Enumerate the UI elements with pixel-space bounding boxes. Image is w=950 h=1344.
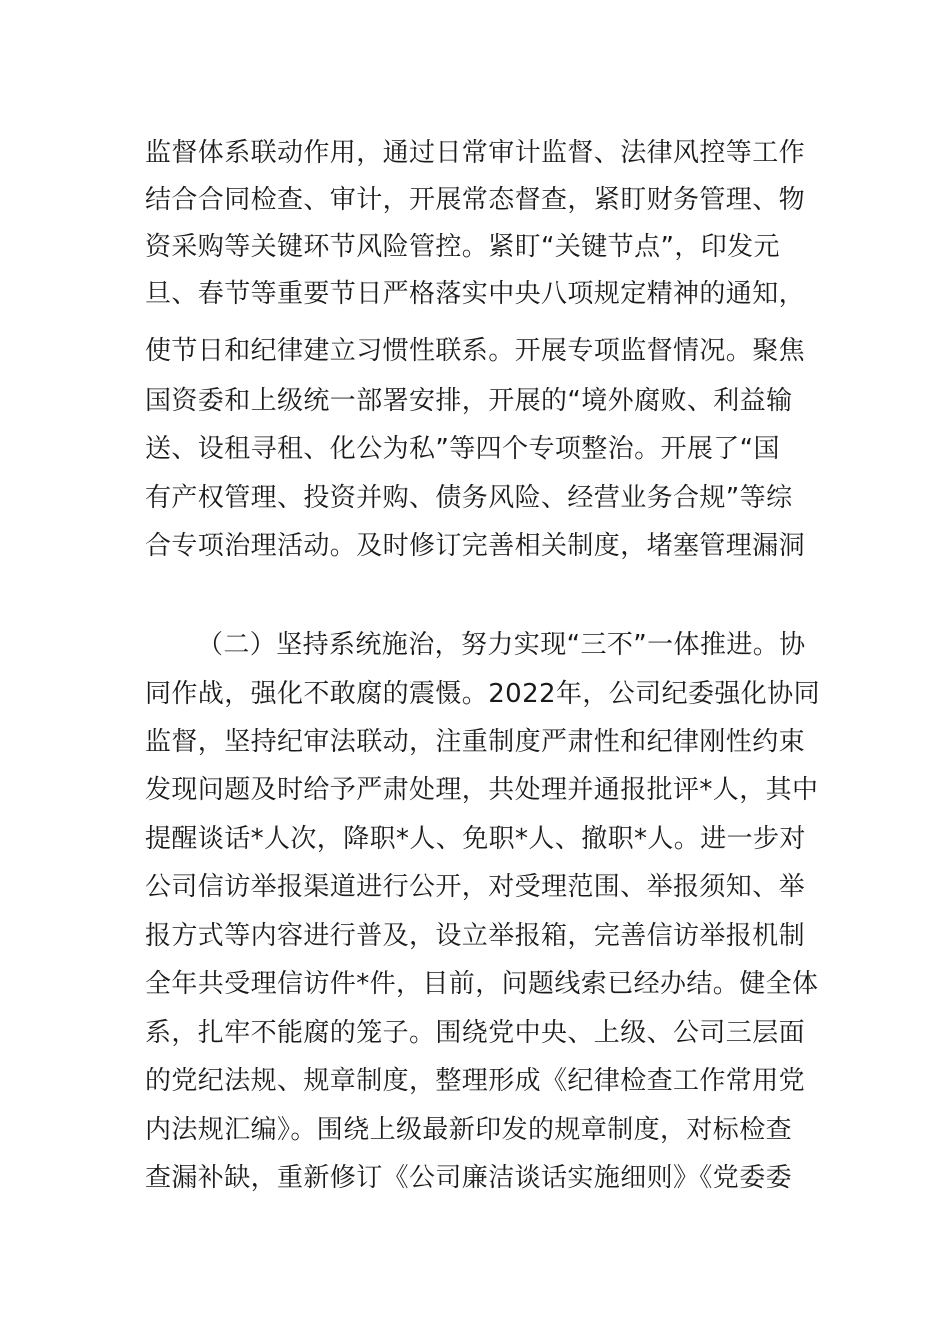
text-line: 资采购等关键环节风险管控。紧盯“关键节点”，印发元 [145,232,780,262]
text-line: 有产权管理、投资并购、债务风险、经营业务合规”等综 [145,483,793,513]
text-line: 使节日和纪律建立习惯性联系。开展专项监督情况。聚焦 [145,336,806,366]
text-line: 送、设租寻租、化公为私”等四个专项整治。开展了“国 [145,434,780,464]
section-heading-line: （二）坚持系统施治，努力实现“三不”一体推进。协 [197,630,806,660]
text-line: 提醒谈话*人次，降职*人、免职*人、撤职*人。进一步对 [145,824,806,854]
text-line: 旦、春节等重要节日严格落实中央八项规定精神的通知， [145,279,806,309]
text-line: 结合合同检查、审计，开展常态督查，紧盯财务管理、物 [145,185,806,215]
text-line: 国资委和上级统一部署安排，开展的“境外腐败、利益输 [145,386,793,416]
text-line: 同作战，强化不敢腐的震慑。2022年，公司纪委强化协同 [145,679,820,709]
text-line: 报方式等内容进行普及，设立举报箱，完善信访举报机制 [145,921,806,951]
text-line: 监督体系联动作用，通过日常审计监督、法律风控等工作 [145,138,806,168]
text-line: 全年共受理信访件*件，目前，问题线索已经办结。健全体 [145,969,819,999]
text-line: 内法规汇编》。围绕上级最新印发的规章制度，对标检查 [145,1115,793,1145]
text-line: 的党纪法规、规章制度，整理形成《纪律检查工作常用党 [145,1066,806,1096]
text-line: 监督，坚持纪审法联动，注重制度严肃性和纪律刚性约束 [145,727,806,757]
text-line: 系，扎牢不能腐的笼子。围绕党中央、上级、公司三层面 [145,1018,806,1048]
text-line: 查漏补缺，重新修订《公司廉洁谈话实施细则》《党委委 [145,1163,793,1193]
text-line: 公司信访举报渠道进行公开，对受理范围、举报须知、举 [145,872,806,902]
text-line: 合专项治理活动。及时修订完善相关制度，堵塞管理漏洞 [145,531,806,561]
text-line: 发现问题及时给予严肃处理，共处理并通报批评*人，其中 [145,775,819,805]
